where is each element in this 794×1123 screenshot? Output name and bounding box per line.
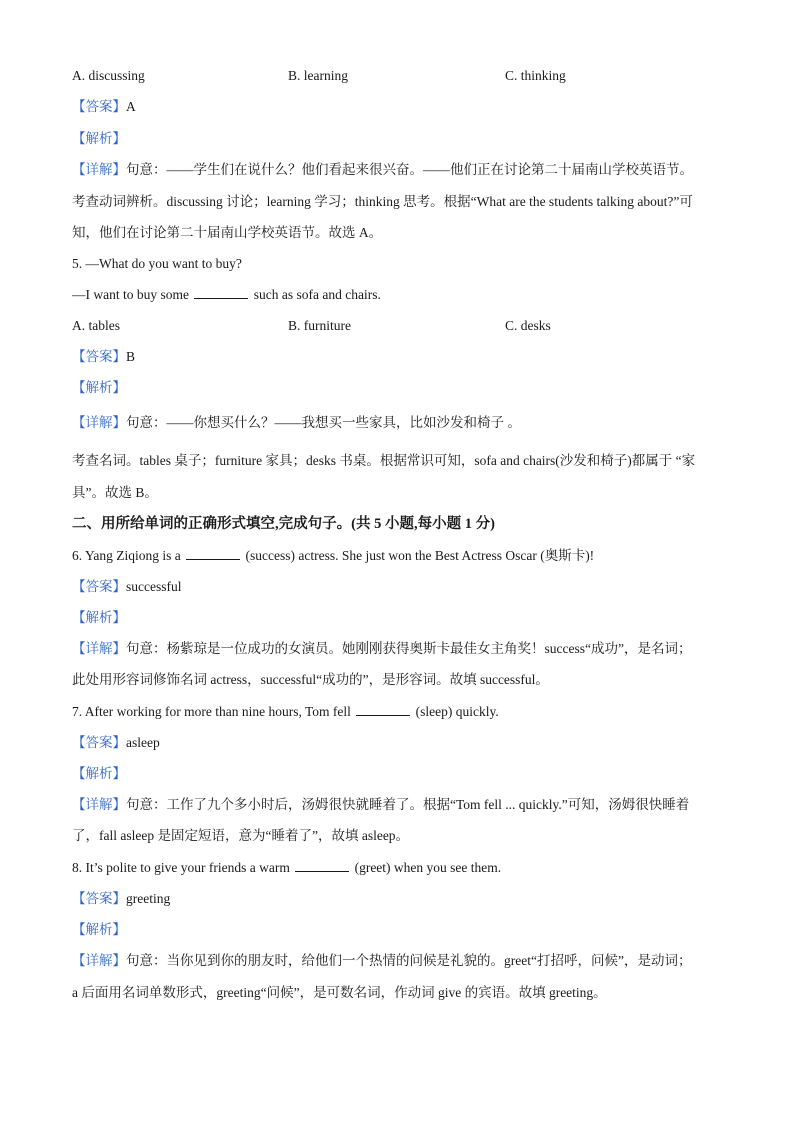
- q4-detail-3: 知，他们在讨论第二十届南山学校英语节。故选 A。: [72, 225, 383, 240]
- answer-tag: 【答案】: [72, 579, 126, 594]
- analysis-tag: 【解析】: [72, 922, 126, 937]
- q6-text-a: 6. Yang Ziqiong is a: [72, 548, 181, 563]
- answer-value: A: [126, 99, 136, 114]
- q8-detail-1: [72, 952, 691, 970]
- q8-question: [72, 859, 501, 877]
- answer-tag: 【答案】: [72, 891, 126, 906]
- detail-tag: 【详解】: [72, 415, 126, 430]
- answer-value: greeting: [126, 891, 171, 906]
- detail-text: 句意：工作了九个多小时后，汤姆很快就睡着了。根据“Tom fell ... quickly.”可知，汤姆很快睡着: [126, 797, 690, 812]
- q4-detail-1: [72, 161, 693, 179]
- q6-text-b: (success) actress. She just won the Best Actress Oscar (奥斯卡)!: [245, 548, 595, 563]
- q5-text-a: —I want to buy some: [72, 287, 189, 302]
- detail-text: 句意：当你见到你的朋友时，给他们一个热情的问候是礼貌的。greet“打招呼，问候”，是动词；: [126, 953, 692, 968]
- q7-answer: [72, 734, 160, 752]
- q5-answer: [72, 348, 135, 366]
- q5-analysis: [72, 379, 126, 397]
- answer-blank: [186, 547, 240, 560]
- q4-option-c: C. thinking: [505, 68, 566, 83]
- q7-detail-2: 了，fall asleep 是固定短语，意为“睡着了”，故填 asleep。: [72, 828, 410, 843]
- q4-analysis: [72, 130, 126, 148]
- detail-tag: 【详解】: [72, 797, 126, 812]
- detail-text: 句意：杨紫琼是一位成功的女演员。她刚刚获得奥斯卡最佳女主角奖！success“成功”，是名词；: [126, 641, 692, 656]
- answer-tag: 【答案】: [72, 735, 126, 750]
- q6-analysis: [72, 609, 126, 627]
- detail-text: 句意：——你想买什么？——我想买一些家具，比如沙发和椅子 。: [126, 415, 521, 430]
- analysis-tag: 【解析】: [72, 131, 126, 146]
- q8-detail-2: a 后面用名词单数形式，greeting“问候”，是可数名词，作动词 give 的宾语。故填 greeting。: [72, 985, 607, 1000]
- q5-options: [72, 317, 722, 335]
- q8-analysis: [72, 921, 126, 939]
- q5-option-c: C. desks: [505, 318, 551, 333]
- q7-text-b: (sleep) quickly.: [415, 704, 499, 719]
- q6-detail-1: [72, 640, 691, 658]
- q4-answer: [72, 98, 136, 116]
- q8-text-b: (greet) when you see them.: [354, 860, 502, 875]
- q6-detail-2: 此处用形容词修饰名词 actress，successful“成功的”，是形容词。故填 successful。: [72, 672, 549, 687]
- answer-value: B: [126, 349, 136, 364]
- section-heading: 二、用所给单词的正确形式填空,完成句子。(共 5 小题,每小题 1 分): [72, 516, 495, 532]
- answer-blank: [356, 703, 410, 716]
- q4-option-a: A. discussing: [72, 68, 145, 83]
- q7-text-a: 7. After working for more than nine hours, Tom fell: [72, 704, 351, 719]
- analysis-tag: 【解析】: [72, 766, 126, 781]
- q7-analysis: [72, 765, 126, 783]
- q6-question: [72, 547, 594, 565]
- answer-value: successful: [126, 579, 182, 594]
- answer-value: asleep: [126, 735, 160, 750]
- q4-option-b: B. learning: [288, 68, 348, 83]
- q5-question: 5. —What do you want to buy?: [72, 256, 242, 271]
- q5-detail-2: 考查名词。tables 桌子；furniture 家具；desks 书桌。根据常识可知，sofa and chairs(沙发和椅子)都属于 “家: [72, 453, 696, 468]
- detail-tag: 【详解】: [72, 953, 126, 968]
- q5-option-a: A. tables: [72, 318, 120, 333]
- q8-answer: [72, 890, 170, 908]
- answer-tag: 【答案】: [72, 349, 126, 364]
- q5-detail-3: 具”。故选 B。: [72, 485, 158, 500]
- q8-text-a: 8. It’s polite to give your friends a warm: [72, 860, 290, 875]
- detail-tag: 【详解】: [72, 162, 126, 177]
- detail-text: 句意：——学生们在说什么？他们看起来很兴奋。——他们正在讨论第二十届南山学校英语节。: [126, 162, 693, 177]
- q5-option-b: B. furniture: [288, 318, 351, 333]
- answer-blank: [194, 286, 248, 299]
- q4-detail-2: 考查动词辨析。discussing 讨论；learning 学习；thinking 思考。根据“What are the students talking about?”可: [72, 194, 693, 209]
- q6-answer: [72, 578, 181, 596]
- q5-detail-1: [72, 414, 521, 432]
- answer-tag: 【答案】: [72, 99, 126, 114]
- q5-text-b: such as sofa and chairs.: [253, 287, 381, 302]
- answer-blank: [295, 859, 349, 872]
- q4-options: [72, 67, 722, 85]
- detail-tag: 【详解】: [72, 641, 126, 656]
- q5-question-line2: [72, 286, 381, 304]
- q7-detail-1: [72, 796, 689, 814]
- analysis-tag: 【解析】: [72, 380, 126, 395]
- q7-question: [72, 703, 499, 721]
- analysis-tag: 【解析】: [72, 610, 126, 625]
